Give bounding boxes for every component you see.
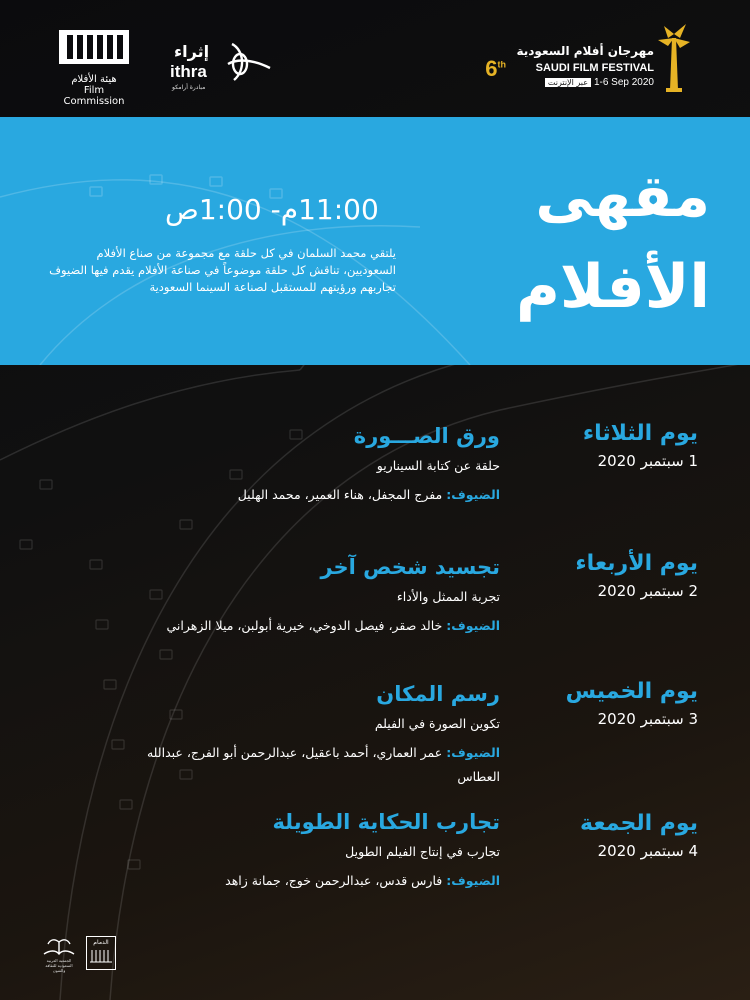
guests-label: الضيوف:	[446, 873, 500, 888]
day-date: 1 سبتمبر 2020	[597, 452, 698, 470]
guests-names: عمر العماري، أحمد باعقيل، عبدالرحمن أبو الفرج، عبدالله العطاس	[146, 745, 500, 784]
band-film-reel-decoration	[0, 117, 750, 365]
title-band	[0, 117, 750, 365]
session-2	[80, 553, 500, 638]
building-icon	[87, 946, 115, 964]
session-1	[80, 422, 500, 507]
session-guests	[80, 614, 500, 638]
ithra-name-ar: إثراء	[174, 42, 210, 61]
session-guests	[120, 741, 500, 789]
day-name: يوم الجمعة	[579, 811, 698, 836]
society-logo	[40, 936, 78, 973]
ithra-name-en: ithra	[170, 62, 207, 81]
film-strip-icon	[59, 30, 129, 64]
day-3	[498, 678, 698, 728]
day-4	[498, 810, 698, 860]
day-date: 2 سبتمبر 2020	[597, 582, 698, 600]
session-title: رسم المكان	[376, 682, 500, 706]
guests-label: الضيوف:	[446, 618, 500, 633]
session-subtitle: حلقة عن كتابة السيناريو	[376, 458, 500, 473]
film-commission-logo	[52, 30, 136, 107]
guests-names: فارس قدس، عبدالرحمن خوج، جمانة زاهد	[225, 873, 443, 888]
session-subtitle: تجربة الممثل والأداء	[396, 589, 500, 604]
day-name: يوم الأربعاء	[575, 551, 698, 576]
festival-online-badge: عبر الإنترنت	[545, 78, 591, 87]
day-name: يوم الثلاثاء	[582, 421, 698, 446]
day-date: 3 سبتمبر 2020	[597, 710, 698, 728]
festival-dates: 1-6 Sep 2020	[593, 77, 654, 88]
book-palm-icon	[40, 936, 78, 958]
ithra-subtitle: مبادرة أرامكو	[172, 84, 206, 91]
film-commission-name-en: Film Commission	[63, 85, 125, 107]
festival-name-en: SAUDI FILM FESTIVAL	[535, 62, 654, 74]
guests-names: خالد صقر، فيصل الدوخي، خيرية أبولبن، ميلا الزهراني	[166, 618, 443, 633]
session-title: ورق الصـــورة	[353, 424, 500, 448]
session-subtitle: تجارب في إنتاج الفيلم الطويل	[345, 844, 500, 859]
session-title: تجارب الحكاية الطويلة	[272, 810, 500, 834]
festival-name-ar: مهرجان أفلام السعودية	[516, 44, 654, 58]
film-commission-name-ar: هيئة الأفلام	[71, 74, 117, 85]
golden-palm-icon	[656, 24, 692, 94]
dammam-logo-text: الدمام	[93, 939, 109, 946]
session-3	[80, 680, 500, 789]
page-title-line2: الأفلام	[515, 252, 710, 322]
footer-logos	[40, 936, 120, 973]
ithra-logo	[164, 38, 274, 98]
day-date: 4 سبتمبر 2020	[597, 842, 698, 860]
guests-names: مفرج المجفل، هناء العمير، محمد الهليل	[237, 487, 443, 502]
session-4	[80, 808, 500, 893]
saudi-film-festival-logo	[485, 24, 692, 96]
page-title-line1: مقهى	[535, 162, 710, 230]
guests-label: الضيوف:	[446, 487, 500, 502]
ithra-mark-icon	[224, 40, 274, 84]
session-guests	[80, 869, 500, 893]
day-2	[498, 550, 698, 600]
society-logo-text: الجمعية العربية السعودية للثقافة والفنون	[45, 958, 73, 973]
event-time: 11:00م- 1:00ص	[165, 193, 379, 226]
session-subtitle: تكوين الصورة في الفيلم	[374, 716, 500, 731]
day-1	[498, 420, 698, 470]
day-name: يوم الخميس	[565, 679, 698, 704]
guests-label: الضيوف:	[446, 745, 500, 760]
session-guests	[80, 483, 500, 507]
session-title: تجسيد شخص آخر	[320, 555, 500, 579]
dammam-logo	[86, 936, 116, 970]
event-description: يلتقي محمد السلمان في كل حلقة مع مجموعة من صناع الأفلام السعوديين، تناقش كل حلقة موضوعاً في صناعة الأفلام يقدم فيها الضيوف تجاربهم ورؤيتهم للمستقبل لصناعة السينما السعودية	[49, 246, 396, 294]
festival-edition: 6th	[485, 56, 506, 81]
